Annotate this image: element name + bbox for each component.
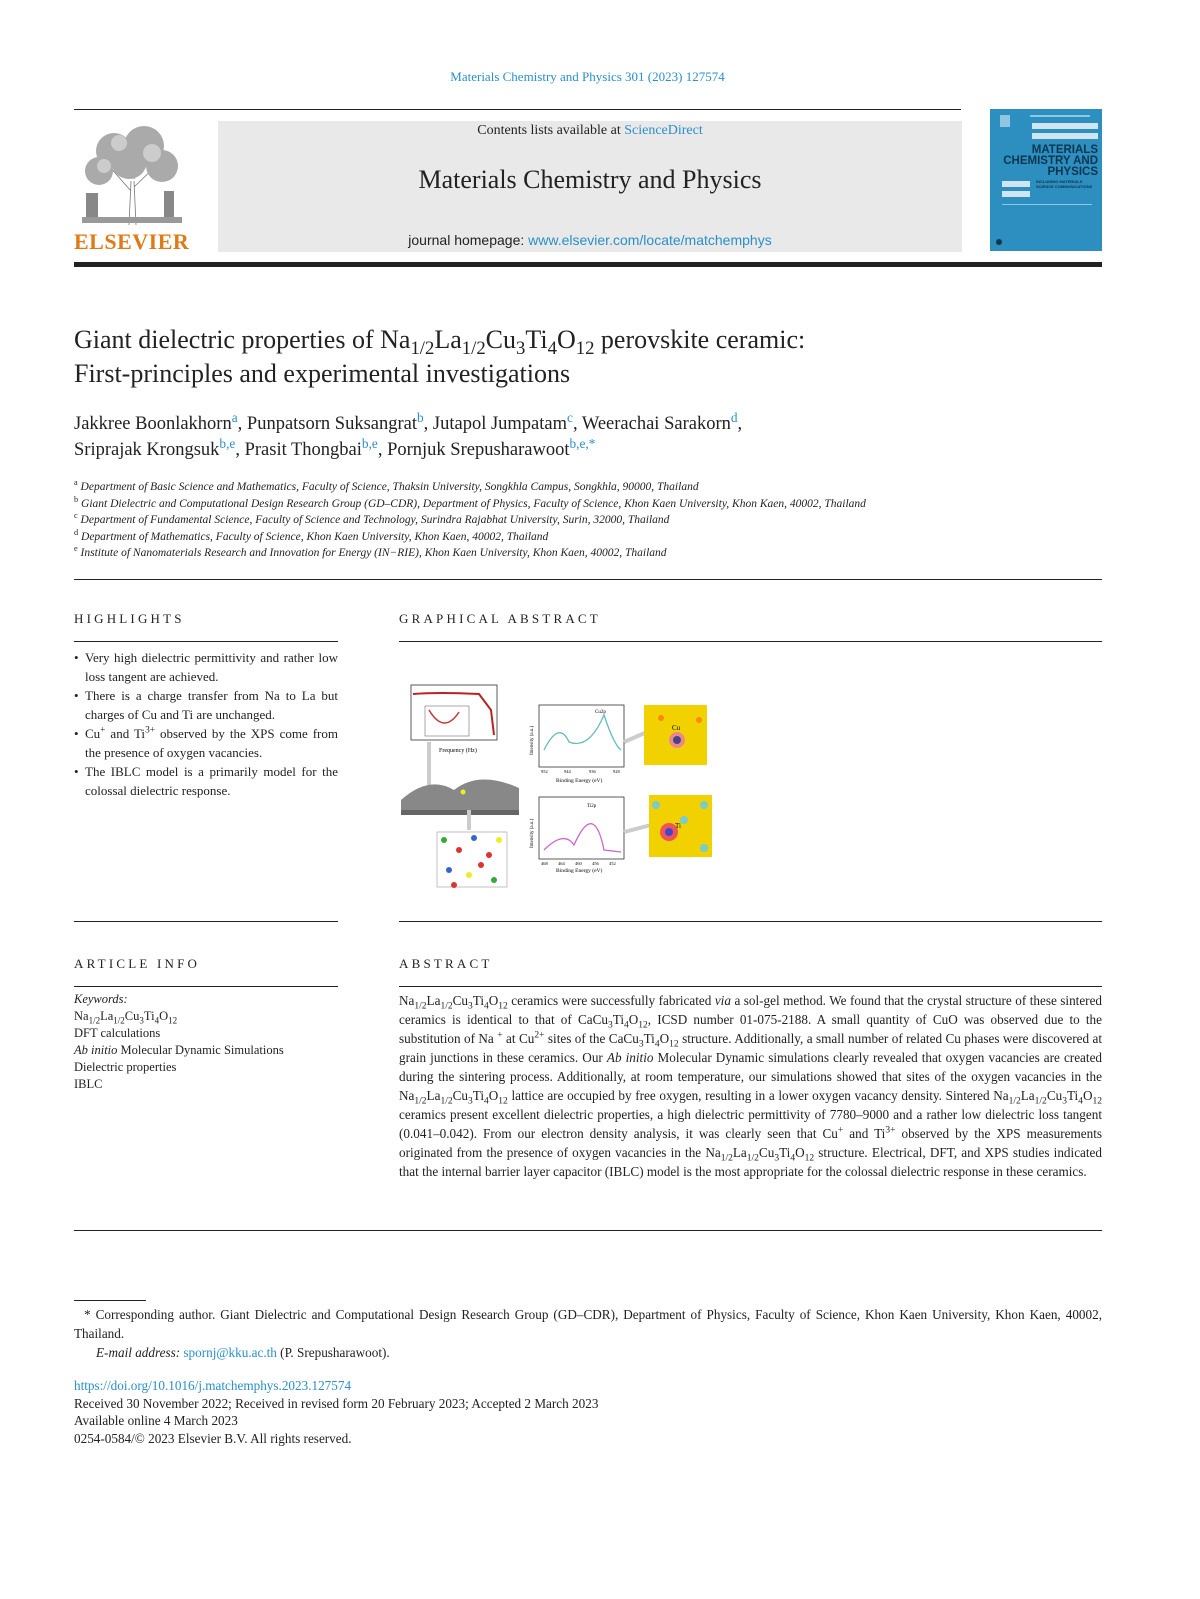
author-aff-mark[interactable]: b,e [219,435,236,451]
author-aff-mark[interactable]: b [417,409,424,425]
highlight-item: • Cu+ and $Ti^{3+}$ observed by the XPS come from the presence of oxygen vacancies. [74,725,338,760]
affiliation-text: Giant Dielectric and Computational Design Research Group (GD–CDR), Department of Physics, Faculty of Science, Khon Kaen University, Khon Kaen, 40002, Thailand [81,497,866,510]
article-info-heading: ARTICLE INFO [74,956,201,971]
cu-label: Cu [672,724,681,732]
sciencedirect-link[interactable]: ScienceDirect [624,123,703,138]
abstract-heading: ABSTRACT [399,956,493,971]
highlight-item: • The IBLC model is a primarily model for the colossal dielectric response. [74,764,338,798]
affiliation-text: Institute of Nanomaterials Research and Innovation for Energy (IN−RIE), Khon Kaen University, Khon Kaen, 40002, Thailand [80,547,667,559]
keyword-item: Ab initio Molecular Dynamic Simulations [74,1043,284,1057]
doi-link[interactable]: https://doi.org/10.1016/j.matchemphys.2023.127574 [74,1378,352,1393]
crystal-structure [437,832,507,888]
keyword-item: DFT calculations [74,1026,161,1040]
affiliations: $^a$ Department of Basic Science and Mathematics, Faculty of Science, Thaksin University, Songkhla Campus, Songkhla, 90000, Thailand $^b$ Giant Dielectric and Computational Design Research Group (GD–CDR), Department of Physics, Faculty of Science, Khon Kaen University, Khon Kaen, 40002, Thailand $^c$ Department of Fundamental Science, Faculty of Science and Technology, Surindra Rajabhat University, Surin, 32000, Thailand $^d$ Department of Mathematics, Faculty of Science, Khon Kaen University, Khon Kaen, 40002, Thailand $^e$ Institute of Nanomaterials Research and Innovation for Energy (IN−RIE), Khon Kaen University, Khon Kaen, 40002, Thailand [74,478,866,559]
author-name[interactable]: Pornjuk Srepusharawoot [387,440,570,460]
keywords [74,991,338,1093]
svg-text:928: 928 [613,769,620,774]
elsevier-wordmark: ELSEVIER [74,229,190,254]
title-line-2: First-principles and experimental investigations [74,359,571,388]
corresponding-author: * Corresponding author. Giant Dielectric and Computational Design Research Group (GD–CDR), Department of Physics, Faculty of Science, Khon Kaen University, Khon Kaen, 40002, Thailand. [74,1307,1102,1341]
author-name[interactable]: Punpatsorn Suksangrat [246,414,417,434]
svg-text:Intensity (a.u.): Intensity (a.u.) [530,818,535,848]
author-name[interactable]: Prasit Thongbai [244,440,362,460]
article-title: Giant dielectric properties of $Na_{1/2}La_{1/2}Cu_3Ti_4O_{12}$ perovskite ceramic: First-principles and experimental investigations [74,323,1104,391]
journal-title: Materials Chemistry and Physics [418,165,762,194]
title-suffix: perovskite ceramic: [594,325,806,354]
ti2p-label: Ti2p [587,804,597,809]
ti-density-map [649,795,712,857]
surface-morphology [401,779,519,810]
author-list: Jakkree Boonlakhorn$^a$, Punpatsorn Suksangrat$^b$, Jutapol Jumpatam$^c$, Weerachai Sarakorn$^d$, Sriprajak Krongsuk$^{b,e}$, Prasit Thongbai$^{b,e}$, Pornjuk Srepusharawoot$^{b,e,*}$ [74,409,743,460]
svg-text:Binding Energy (eV): Binding Energy (eV) [556,778,603,784]
author-aff-mark[interactable]: a [231,409,238,425]
available-online: Available online 4 March 2023 [74,1413,238,1428]
ti-label: Ti [675,822,681,830]
elsevier-logo [74,121,192,253]
cu2p-label: Cu2p [595,710,606,715]
received-dates: Received 30 November 2022; Received in revised form 20 February 2023; Accepted 2 March 2023 [74,1395,599,1411]
dielectric-xlabel: Frequency (Hz) [439,748,477,754]
cover-title-2: CHEMISTRY AND [1003,155,1098,167]
svg-text:Intensity (a.u.): Intensity (a.u.) [530,725,535,755]
ti-xps-plot [530,797,624,874]
cover-title-1: MATERIALS [1031,144,1098,156]
cover-subtitle: INCLUDING MATERIALS SCIENCE COMMUNICATIONS [1036,179,1093,189]
author-aff-mark[interactable]: c [567,409,573,425]
affiliation-text: Department of Mathematics, Faculty of Science, Khon Kaen University, Khon Kaen, 40002, Thailand [81,530,549,543]
cu-xps-plot [530,705,624,784]
masthead-box [218,121,962,252]
highlight-item: • There is a charge transfer from Na to La but charges of Cu and Ti are unchanged. [74,688,338,722]
keyword-item: IBLC [74,1077,103,1091]
abstract-text: $Na_{1/2}La_{1/2}Cu_3Ti_4O_{12}$ ceramics were successfully fabricated via a sol-gel method. We found that the crystal structure of these sintered ceramics is identical to that of $CaCu_3Ti_4O_{12}$, ICSD number 01-075-2188. A small quantity of CuO was observed due to the substitution of Na + at $Cu^{2+}$ sites of the $CaCu_3Ti_4O_{12}$ structure. Additionally, a small number of related Cu phases were discovered at grain junctions in these ceramics. Our Ab initio Molecular Dynamic simulations clearly revealed that oxygen vacancies are created during the sintering process. Additionally, at room temperature, our simulations showed that sites of the oxygen vacancies in the $Na_{1/2}La_{1/2}Cu_3Ti_4O_{12}$ lattice are occupied by free oxygen, resulting in a lower oxygen vacancy density. Sintered $Na_{1/2}La_{1/2}Cu_3Ti_4O_{12}$ ceramics present excellent dielectric properties, a high dielectric permittivity of 7780–9000 and a rather low dielectric loss tangent (0.041–0.042). From our electron density analysis, it was clearly seen that Cu+ and $Ti^{3+}$ observed by the XPS measurements originated from the presence of oxygen vacancies in the $Na_{1/2}La_{1/2}Cu_3Ti_4O_{12}$ structure. Electrical, DFT, and XPS studies indicated that the internal barrier layer capacitor (IBLC) model is the most appropriate for the colossal dielectric response in these ceramics. [399,993,1103,1179]
cu-density-map [644,705,707,765]
email-link[interactable]: spornj@kku.ac.th [183,1345,277,1360]
svg-text:456: 456 [592,861,599,866]
graphical-abstract-figure [399,680,729,895]
svg-text:464: 464 [558,861,565,866]
dielectric-plot [411,685,497,754]
author-aff-mark[interactable]: b,e [361,435,378,451]
journal-homepage-link[interactable]: www.elsevier.com/locate/matchemphys [528,232,772,248]
svg-text:936: 936 [589,769,596,774]
author-name[interactable]: Jutapol Jumpatam [432,414,568,434]
highlight-item: • Very high dielectric permittivity and rather low loss tangent are achieved. [74,650,338,684]
affiliation-text: Department of Fundamental Science, Faculty of Science and Technology, Surindra Rajabhat University, Surin, 32000, Thailand [80,514,670,526]
cover-title-3: PHYSICS [1047,166,1098,178]
svg-text:460: 460 [575,861,582,866]
homepage-prefix: journal homepage: [408,232,529,248]
footnote: * Corresponding author. Giant Dielectric and Computational Design Research Group (GD–CDR), Department of Physics, Faculty of Science, Khon Kaen University, Khon Kaen, 40002, Thailand. E-mail address: spornj@kku.ac.th (P. Srepusharawoot). [74,1307,1102,1360]
author-name[interactable]: Weerachai Sarakorn [581,414,731,434]
graphical-abstract-heading: GRAPHICAL ABSTRACT [399,611,601,626]
highlights-list [74,648,338,800]
affiliation-text: Department of Basic Science and Mathematics, Faculty of Science, Thaksin University, Songkhla Campus, Songkhla, 90000, Thailand [80,481,699,493]
email-label: E-mail address: [96,1345,181,1360]
contents-prefix: Contents lists available at [477,123,625,138]
author-name[interactable]: Jakkree Boonlakhorn [74,414,232,434]
author-aff-mark[interactable]: d [730,409,738,425]
title-prefix: Giant dielectric properties of [74,325,381,354]
tree-icon [74,121,192,229]
highlights-heading: HIGHLIGHTS [74,611,185,626]
svg-text:944: 944 [564,769,571,774]
svg-text:952: 952 [541,769,548,774]
keyword-item: Dielectric properties [74,1060,177,1074]
keywords-label: Keywords: [74,992,128,1006]
keyword-item: $Na_{1/2}La_{1/2}Cu_3Ti_4O_{12}$ [74,1009,178,1026]
svg-text:Binding Energy (eV): Binding Energy (eV) [556,868,603,874]
article-history [74,1377,1102,1447]
author-aff-mark[interactable]: b,e,* [569,435,596,451]
copyright: 0254-0584/© 2023 Elsevier B.V. All rights reserved. [74,1430,352,1446]
author-name[interactable]: Sriprajak Krongsuk [74,440,220,460]
cover-logo-icon [1000,115,1010,127]
journal-cover [990,109,1102,251]
svg-text:452: 452 [609,861,616,866]
journal-reference[interactable]: Materials Chemistry and Physics 301 (2023) 127574 [450,69,725,84]
svg-text:468: 468 [541,861,548,866]
